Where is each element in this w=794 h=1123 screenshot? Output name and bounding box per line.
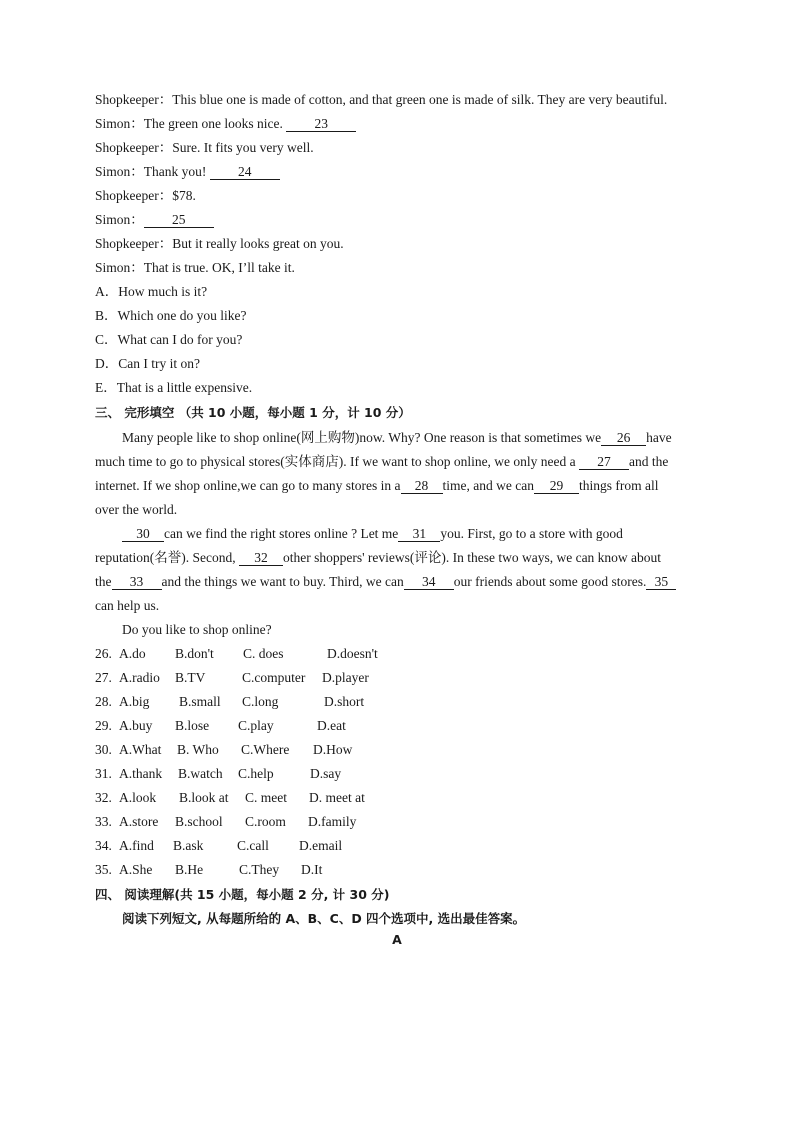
- option[interactable]: C.They: [239, 862, 280, 877]
- option[interactable]: A.store: [119, 814, 159, 829]
- option[interactable]: A.She: [119, 862, 153, 877]
- option[interactable]: D.say: [310, 766, 342, 781]
- option[interactable]: A.big: [119, 694, 150, 709]
- section-3-heading: 三、 完形填空 （共 10 小题，每小题 1 分，计 10 分）: [95, 405, 411, 420]
- choice-e: E．That is a little expensive.: [95, 380, 253, 395]
- option[interactable]: D.family: [308, 814, 357, 829]
- option[interactable]: B.watch: [178, 766, 223, 781]
- dialogue-line-1: Shopkeeper：This blue one is made of cotton, and that green one is made of silk. They are very beautiful.: [95, 92, 668, 107]
- option[interactable]: B.small: [179, 694, 221, 709]
- option[interactable]: B.school: [175, 814, 223, 829]
- blank-23[interactable]: 23: [286, 116, 356, 132]
- blank-30[interactable]: 30: [122, 526, 164, 542]
- question-35: 35. A.She B.He C.They D.It: [95, 862, 323, 877]
- option[interactable]: D.How: [313, 742, 353, 757]
- option[interactable]: A.buy: [119, 718, 153, 733]
- dialogue-line-7: Shopkeeper：But it really looks great on you.: [95, 236, 344, 251]
- option[interactable]: B.He: [175, 862, 204, 877]
- question-28: 28. A.big B.small C.long D.short: [95, 694, 365, 709]
- question-31: 31. A.thank B.watch C.help D.say: [95, 766, 342, 781]
- option[interactable]: D.short: [324, 694, 365, 709]
- passage-line-8: can help us.: [95, 598, 160, 613]
- dialogue-line-3: Shopkeeper：Sure. It fits you very well.: [95, 140, 314, 155]
- blank-25[interactable]: 25: [144, 212, 214, 228]
- passage-line-3: internet. If we shop online,we can go to many stores in a 28 time, and we can 29 things from all: [95, 478, 659, 493]
- blank-35[interactable]: 35: [646, 574, 676, 590]
- option[interactable]: D.email: [299, 838, 343, 853]
- option[interactable]: C.help: [238, 766, 274, 781]
- option[interactable]: B.lose: [175, 718, 210, 733]
- dialogue-line-6: Simon： 25: [95, 211, 214, 229]
- option[interactable]: B.TV: [175, 670, 206, 685]
- blank-32[interactable]: 32: [239, 550, 283, 566]
- question-33: 33. A.store B.school C.room D.family: [95, 814, 357, 829]
- blank-33[interactable]: 33: [112, 574, 162, 590]
- option[interactable]: C.room: [245, 814, 286, 829]
- option[interactable]: C.call: [237, 838, 269, 853]
- option[interactable]: C.play: [238, 718, 274, 733]
- option[interactable]: B.don't: [175, 646, 214, 661]
- blank-28[interactable]: 28: [401, 478, 443, 494]
- option[interactable]: D.It: [301, 862, 323, 877]
- section-4-instruction: 阅读下列短文, 从每题所给的 A、B、C、D 四个选项中, 选出最佳答案。: [122, 911, 526, 926]
- option[interactable]: A.radio: [119, 670, 160, 685]
- blank-24[interactable]: 24: [210, 164, 280, 180]
- option[interactable]: C. does: [243, 646, 284, 661]
- option[interactable]: D.eat: [317, 718, 346, 733]
- passage-line-5: 30 can we find the right stores online ? Let me 31 you. First, go to a store with good: [122, 525, 623, 543]
- passage-line-7: the 33 and the things we want to buy. Third, we can 34 our friends about some good stores. 35: [95, 573, 676, 591]
- passage-line-2: much time to go to physical stores(实体商店). If we want to shop online, we only need a 27 and the: [95, 454, 669, 469]
- dialogue-line-4: Simon：Thank you! 24: [95, 163, 280, 181]
- choice-c: C．What can I do for you?: [95, 332, 243, 347]
- blank-26[interactable]: 26: [601, 430, 646, 446]
- question-26: 26. A.do B.don't C. does D.doesn't: [95, 646, 378, 661]
- option[interactable]: D. meet at: [309, 790, 365, 805]
- option[interactable]: A.look: [119, 790, 157, 805]
- dialogue-line-2: Simon：The green one looks nice. 23: [95, 115, 356, 133]
- option[interactable]: C.long: [242, 694, 279, 709]
- passage-line-9: Do you like to shop online?: [122, 622, 272, 637]
- passage-label: A: [392, 932, 402, 947]
- option[interactable]: A.do: [119, 646, 146, 661]
- choice-d: D．Can I try it on?: [95, 356, 200, 371]
- blank-29[interactable]: 29: [534, 478, 579, 494]
- blank-31[interactable]: 31: [398, 526, 440, 542]
- option[interactable]: C.Where: [241, 742, 290, 757]
- question-30: 30. A.What B. Who C.Where D.How: [95, 742, 353, 757]
- option[interactable]: A.thank: [119, 766, 163, 781]
- question-29: 29. A.buy B.lose C.play D.eat: [95, 718, 346, 733]
- option[interactable]: C.computer: [242, 670, 306, 685]
- option[interactable]: B. Who: [177, 742, 219, 757]
- option[interactable]: A.What: [119, 742, 162, 757]
- choice-b: B．Which one do you like?: [95, 308, 247, 323]
- passage-line-6: reputation(名誉). Second, 32 other shoppers' reviews(评论). In these two ways, we can know about: [95, 550, 662, 565]
- passage-line-1: Many people like to shop online(网上购物)now. Why? One reason is that sometimes we 26 have: [122, 430, 672, 445]
- blank-27[interactable]: 27: [579, 454, 629, 470]
- question-27: 27. A.radio B.TV C.computer D.player: [95, 670, 369, 685]
- dialogue-line-8: Simon：That is true. OK, I’ll take it.: [95, 260, 295, 275]
- passage-line-4: over the world.: [95, 502, 178, 517]
- option[interactable]: C. meet: [245, 790, 287, 805]
- question-34: 34. A.find B.ask C.call D.email: [95, 838, 343, 853]
- question-32: 32. A.look B.look at C. meet D. meet at: [95, 790, 365, 805]
- choice-a: A．How much is it?: [95, 284, 208, 299]
- option[interactable]: D.doesn't: [327, 646, 378, 661]
- blank-34[interactable]: 34: [404, 574, 454, 590]
- option[interactable]: B.look at: [179, 790, 229, 805]
- option[interactable]: A.find: [119, 838, 154, 853]
- section-4-heading: 四、 阅读理解(共 15 小题，每小题 2 分, 计 30 分): [95, 887, 390, 902]
- dialogue-line-5: Shopkeeper：$78.: [95, 188, 196, 203]
- option[interactable]: B.ask: [173, 838, 204, 853]
- option[interactable]: D.player: [322, 670, 369, 685]
